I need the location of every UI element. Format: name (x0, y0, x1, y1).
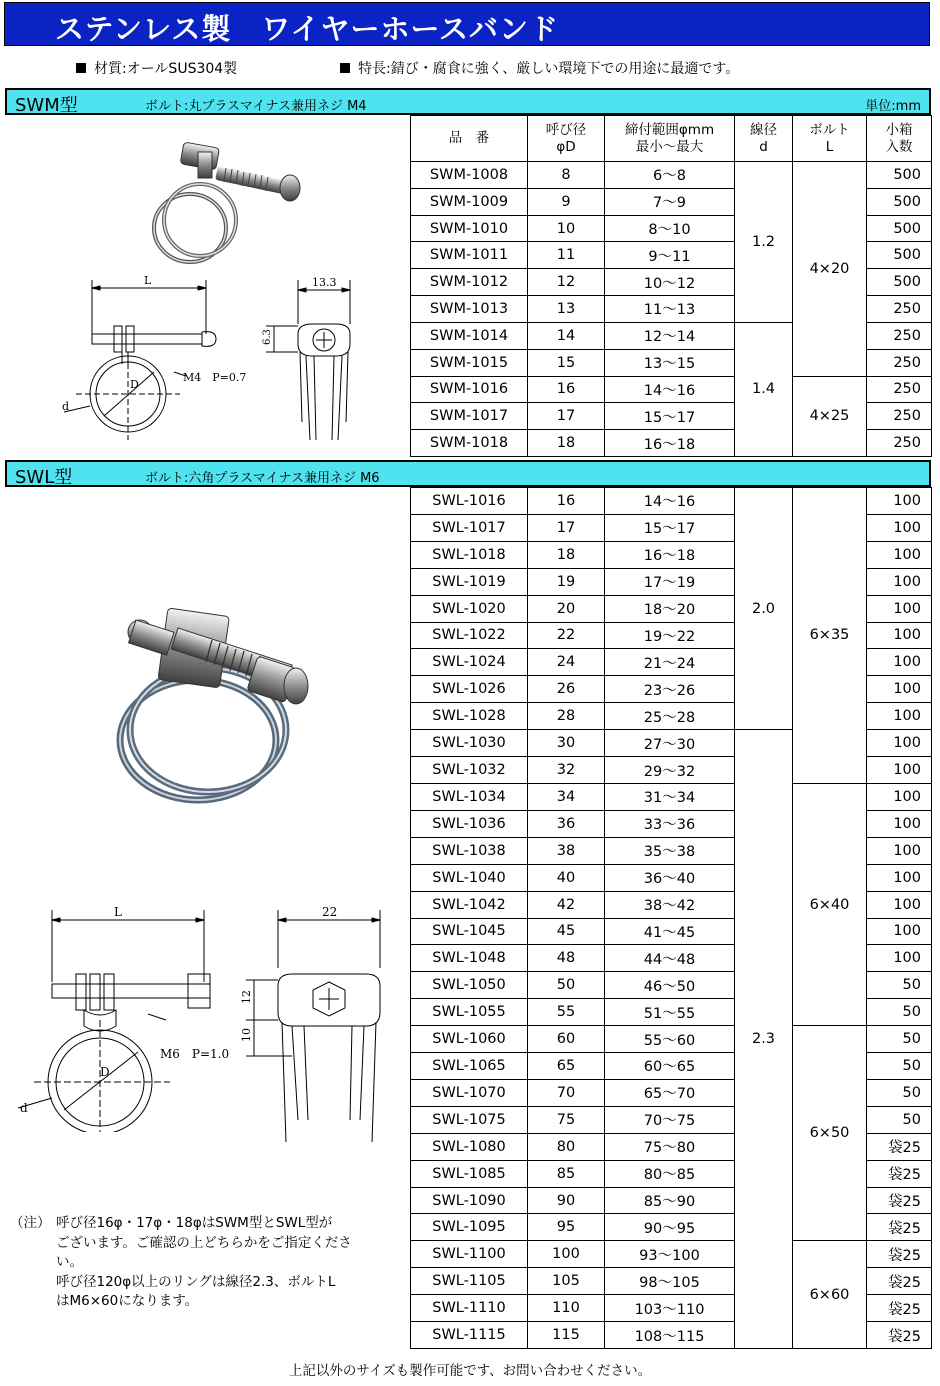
part-number-cell: SWL-1048 (411, 945, 528, 972)
box-quantity-cell: 袋25 (867, 1133, 932, 1160)
clamp-range-cell: 18～20 (605, 595, 735, 622)
clamp-range-cell: 15～17 (605, 514, 735, 541)
part-number-cell: SWL-1065 (411, 1053, 528, 1080)
square-bullet-icon (76, 63, 86, 73)
clamp-range-cell: 44～48 (605, 945, 735, 972)
nominal-diameter-cell: 50 (528, 972, 605, 999)
part-number-cell: SWL-1050 (411, 972, 528, 999)
box-quantity-cell: 100 (867, 568, 932, 595)
box-quantity-cell: 100 (867, 514, 932, 541)
box-quantity-cell: 100 (867, 703, 932, 730)
nominal-diameter-cell: 8 (528, 162, 605, 189)
clamp-range-cell: 10～12 (605, 269, 735, 296)
nominal-diameter-cell: 85 (528, 1160, 605, 1187)
clamp-range-cell: 13～15 (605, 349, 735, 376)
nominal-diameter-cell: 32 (528, 757, 605, 784)
box-quantity-cell: 100 (867, 757, 932, 784)
feature-spec (340, 58, 739, 78)
bolt-length-cell: 6×50 (793, 1026, 867, 1241)
box-quantity-cell: 袋25 (867, 1295, 932, 1322)
nominal-diameter-cell: 75 (528, 1106, 605, 1133)
bolt-length-cell: 6×40 (793, 783, 867, 1025)
table-header-row (411, 116, 932, 162)
part-number-cell: SWL-1085 (411, 1160, 528, 1187)
swm-product-photo (140, 128, 320, 278)
material-text: 材質:オールSUS304製 (94, 61, 238, 77)
box-quantity-cell: 500 (867, 188, 932, 215)
box-quantity-cell: 50 (867, 1106, 932, 1133)
part-number-cell: SWL-1038 (411, 837, 528, 864)
box-quantity-cell: 500 (867, 242, 932, 269)
nominal-diameter-cell: 30 (528, 730, 605, 757)
nominal-diameter-cell: 38 (528, 837, 605, 864)
nominal-diameter-cell: 12 (528, 269, 605, 296)
part-number-cell: SWL-1115 (411, 1322, 528, 1349)
dim-L-label: L (144, 274, 152, 287)
part-number-cell: SWM-1008 (411, 162, 528, 189)
clamp-range-cell: 93～100 (605, 1241, 735, 1268)
nominal-diameter-cell: 110 (528, 1295, 605, 1322)
part-number-cell: SWL-1028 (411, 703, 528, 730)
box-quantity-cell: 50 (867, 1053, 932, 1080)
table-row (411, 1026, 932, 1053)
nominal-diameter-cell: 40 (528, 864, 605, 891)
part-number-cell: SWM-1015 (411, 349, 528, 376)
box-quantity-cell: 100 (867, 945, 932, 972)
part-number-cell: SWL-1105 (411, 1268, 528, 1295)
box-quantity-cell: 100 (867, 595, 932, 622)
part-number-cell: SWM-1012 (411, 269, 528, 296)
clamp-range-cell: 14～16 (605, 488, 735, 515)
bolt-length-cell: 6×35 (793, 488, 867, 784)
dim-width-label: 13.3 (312, 276, 337, 289)
clamp-range-cell: 38～42 (605, 891, 735, 918)
clamp-range-cell: 6～8 (605, 162, 735, 189)
box-quantity-cell: 100 (867, 488, 932, 515)
clamp-range-cell: 15～17 (605, 403, 735, 430)
nominal-diameter-cell: 34 (528, 783, 605, 810)
part-number-cell: SWL-1070 (411, 1079, 528, 1106)
box-quantity-cell: 250 (867, 296, 932, 323)
part-number-cell: SWM-1018 (411, 430, 528, 457)
dim-D-label: D (100, 1065, 110, 1079)
part-number-cell: SWL-1040 (411, 864, 528, 891)
clamp-range-cell: 70～75 (605, 1106, 735, 1133)
part-number-cell: SWL-1045 (411, 918, 528, 945)
table-row (411, 376, 932, 403)
dim-d-label: d (62, 400, 70, 413)
part-number-cell: SWL-1080 (411, 1133, 528, 1160)
clamp-range-cell: 35～38 (605, 837, 735, 864)
clamp-range-cell: 16～18 (605, 541, 735, 568)
nominal-diameter-cell: 55 (528, 999, 605, 1026)
table-row (411, 488, 932, 515)
swm-bolt-spec: ボルト:丸プラスマイナス兼用ネジ M4 (145, 99, 367, 114)
part-number-cell: SWL-1032 (411, 757, 528, 784)
nominal-diameter-cell: 18 (528, 430, 605, 457)
nominal-diameter-cell: 45 (528, 918, 605, 945)
box-quantity-cell: 250 (867, 430, 932, 457)
part-number-cell: SWL-1022 (411, 622, 528, 649)
nominal-diameter-cell: 70 (528, 1079, 605, 1106)
clamp-range-cell: 7～9 (605, 188, 735, 215)
clamp-range-cell: 21～24 (605, 649, 735, 676)
swl-bolt-spec: ボルト:六角プラスマイナス兼用ネジ M6 (145, 471, 380, 486)
part-number-cell: SWL-1017 (411, 514, 528, 541)
part-number-cell: SWL-1100 (411, 1241, 528, 1268)
clamp-range-cell: 60～65 (605, 1053, 735, 1080)
nominal-diameter-cell: 13 (528, 296, 605, 323)
clamp-range-cell: 11～13 (605, 296, 735, 323)
clamp-range-cell: 103～110 (605, 1295, 735, 1322)
wire-diameter-cell: 1.2 (735, 162, 793, 323)
swl-table (410, 487, 932, 1349)
swl-section-bar (5, 460, 931, 487)
header-bolt: ボルト L (793, 116, 867, 162)
swl-product-photo (108, 590, 348, 820)
nominal-diameter-cell: 115 (528, 1322, 605, 1349)
nominal-diameter-cell: 100 (528, 1241, 605, 1268)
swm-side-drawing (252, 272, 362, 452)
box-quantity-cell: 100 (867, 783, 932, 810)
unit-label: 単位:mm (865, 99, 921, 114)
part-number-cell: SWL-1034 (411, 783, 528, 810)
bolt-length-cell: 4×20 (793, 162, 867, 377)
dim-L-label: L (114, 905, 122, 919)
nominal-diameter-cell: 17 (528, 403, 605, 430)
header-range: 締付範囲φmm 最小～最大 (605, 116, 735, 162)
part-number-cell: SWM-1014 (411, 322, 528, 349)
clamp-range-cell: 25～28 (605, 703, 735, 730)
part-number-cell: SWM-1013 (411, 296, 528, 323)
box-quantity-cell: 50 (867, 1026, 932, 1053)
box-quantity-cell: 100 (867, 864, 932, 891)
clamp-range-cell: 17～19 (605, 568, 735, 595)
nominal-diameter-cell: 28 (528, 703, 605, 730)
note-line: はM6×60になります。 (56, 1293, 199, 1309)
part-number-cell: SWM-1009 (411, 188, 528, 215)
part-number-cell: SWL-1110 (411, 1295, 528, 1322)
nominal-diameter-cell: 16 (528, 488, 605, 515)
box-quantity-cell: 100 (867, 837, 932, 864)
part-number-cell: SWL-1055 (411, 999, 528, 1026)
box-quantity-cell: 袋25 (867, 1160, 932, 1187)
nominal-diameter-cell: 80 (528, 1133, 605, 1160)
clamp-range-cell: 85～90 (605, 1187, 735, 1214)
header-nominal: 呼び径 φD (528, 116, 605, 162)
dim-D-label: D (130, 378, 139, 391)
nominal-diameter-cell: 42 (528, 891, 605, 918)
note-block (10, 1214, 400, 1312)
box-quantity-cell: 袋25 (867, 1214, 932, 1241)
part-number-cell: SWL-1016 (411, 488, 528, 515)
swm-table (410, 115, 932, 457)
dim-height2-label: 10 (240, 1028, 253, 1042)
box-quantity-cell: 50 (867, 999, 932, 1026)
box-quantity-cell: 500 (867, 162, 932, 189)
nominal-diameter-cell: 16 (528, 376, 605, 403)
header-wire: 線径 d (735, 116, 793, 162)
wire-diameter-cell: 2.0 (735, 488, 793, 730)
dim-d-label: d (20, 1101, 28, 1115)
nominal-diameter-cell: 24 (528, 649, 605, 676)
nominal-diameter-cell: 20 (528, 595, 605, 622)
clamp-range-cell: 14～16 (605, 376, 735, 403)
box-quantity-cell: 100 (867, 918, 932, 945)
header-box: 小箱 入数 (867, 116, 932, 162)
feature-text: 特長:錆び・腐食に強く、厳しい環境下での用途に最適です。 (358, 61, 740, 77)
wire-diameter-cell: 1.4 (735, 322, 793, 456)
clamp-range-cell: 9～11 (605, 242, 735, 269)
clamp-range-cell: 8～10 (605, 215, 735, 242)
note-line: ございます。ご確認の上どちらかをご指定くださ (56, 1234, 352, 1251)
box-quantity-cell: 袋25 (867, 1268, 932, 1295)
box-quantity-cell: 100 (867, 649, 932, 676)
clamp-range-cell: 12～14 (605, 322, 735, 349)
part-number-cell: SWL-1042 (411, 891, 528, 918)
box-quantity-cell: 250 (867, 349, 932, 376)
clamp-range-cell: 33～36 (605, 810, 735, 837)
table-row (411, 1241, 932, 1268)
clamp-range-cell: 27～30 (605, 730, 735, 757)
nominal-diameter-cell: 14 (528, 322, 605, 349)
box-quantity-cell: 250 (867, 376, 932, 403)
nominal-diameter-cell: 18 (528, 541, 605, 568)
clamp-range-cell: 31～34 (605, 783, 735, 810)
part-number-cell: SWL-1095 (411, 1214, 528, 1241)
square-bullet-icon (340, 63, 350, 73)
thread-label: M6 P=1.0 (160, 1047, 230, 1061)
clamp-range-cell: 41～45 (605, 918, 735, 945)
clamp-range-cell: 29～32 (605, 757, 735, 784)
page-title: ステンレス製 ワイヤーホースバンド (55, 12, 560, 46)
title-bar (4, 2, 930, 46)
clamp-range-cell: 19～22 (605, 622, 735, 649)
box-quantity-cell: 500 (867, 269, 932, 296)
box-quantity-cell: 袋25 (867, 1241, 932, 1268)
nominal-diameter-cell: 15 (528, 349, 605, 376)
part-number-cell: SWL-1060 (411, 1026, 528, 1053)
box-quantity-cell: 100 (867, 810, 932, 837)
dim-height1-label: 12 (240, 990, 253, 1004)
nominal-diameter-cell: 11 (528, 242, 605, 269)
clamp-range-cell: 80～85 (605, 1160, 735, 1187)
nominal-diameter-cell: 36 (528, 810, 605, 837)
nominal-diameter-cell: 105 (528, 1268, 605, 1295)
dim-height-label: 6.3 (262, 329, 273, 345)
thread-label: M4 P=0.7 (183, 371, 247, 384)
box-quantity-cell: 50 (867, 972, 932, 999)
note-line: 呼び径16φ・17φ・18φはSWM型とSWL型が (56, 1215, 333, 1231)
clamp-range-cell: 23～26 (605, 676, 735, 703)
part-number-cell: SWM-1011 (411, 242, 528, 269)
part-number-cell: SWL-1024 (411, 649, 528, 676)
swm-type-name: SWM型 (15, 95, 78, 116)
nominal-diameter-cell: 26 (528, 676, 605, 703)
part-number-cell: SWL-1020 (411, 595, 528, 622)
part-number-cell: SWL-1030 (411, 730, 528, 757)
nominal-diameter-cell: 95 (528, 1214, 605, 1241)
clamp-range-cell: 55～60 (605, 1026, 735, 1053)
wire-diameter-cell: 2.3 (735, 730, 793, 1349)
clamp-range-cell: 36～40 (605, 864, 735, 891)
box-quantity-cell: 100 (867, 541, 932, 568)
part-number-cell: SWL-1090 (411, 1187, 528, 1214)
table-row (411, 162, 932, 189)
nominal-diameter-cell: 90 (528, 1187, 605, 1214)
clamp-range-cell: 16～18 (605, 430, 735, 457)
box-quantity-cell: 袋25 (867, 1187, 932, 1214)
swl-front-drawing (14, 902, 250, 1132)
box-quantity-cell: 100 (867, 730, 932, 757)
nominal-diameter-cell: 60 (528, 1026, 605, 1053)
part-number-cell: SWL-1075 (411, 1106, 528, 1133)
footer-note: 上記以外のサイズも製作可能です、お問い合わせください。 (288, 1363, 652, 1379)
material-spec (76, 58, 237, 78)
nominal-diameter-cell: 17 (528, 514, 605, 541)
header-part-no: 品 番 (411, 116, 528, 162)
table-row (411, 783, 932, 810)
box-quantity-cell: 100 (867, 622, 932, 649)
box-quantity-cell: 500 (867, 215, 932, 242)
nominal-diameter-cell: 19 (528, 568, 605, 595)
bolt-length-cell: 6×60 (793, 1241, 867, 1349)
swl-side-drawing (232, 902, 392, 1152)
part-number-cell: SWL-1018 (411, 541, 528, 568)
box-quantity-cell: 250 (867, 322, 932, 349)
nominal-diameter-cell: 9 (528, 188, 605, 215)
note-prefix: （注） (10, 1215, 51, 1231)
clamp-range-cell: 51～55 (605, 999, 735, 1026)
note-line: い。 (56, 1254, 83, 1270)
clamp-range-cell: 75～80 (605, 1133, 735, 1160)
nominal-diameter-cell: 48 (528, 945, 605, 972)
clamp-range-cell: 98～105 (605, 1268, 735, 1295)
box-quantity-cell: 100 (867, 676, 932, 703)
nominal-diameter-cell: 22 (528, 622, 605, 649)
box-quantity-cell: 100 (867, 891, 932, 918)
dim-width-label: 22 (322, 905, 338, 919)
clamp-range-cell: 65～70 (605, 1079, 735, 1106)
bolt-length-cell: 4×25 (793, 376, 867, 456)
box-quantity-cell: 250 (867, 403, 932, 430)
clamp-range-cell: 46～50 (605, 972, 735, 999)
swm-front-drawing (56, 270, 266, 450)
clamp-range-cell: 90～95 (605, 1214, 735, 1241)
note-line: 呼び径120φ以上のリングは線径2.3、ボルトL (56, 1273, 336, 1290)
box-quantity-cell: 袋25 (867, 1322, 932, 1349)
box-quantity-cell: 50 (867, 1079, 932, 1106)
part-number-cell: SWM-1010 (411, 215, 528, 242)
clamp-range-cell: 108～115 (605, 1322, 735, 1349)
nominal-diameter-cell: 10 (528, 215, 605, 242)
swm-section-bar (5, 88, 931, 115)
part-number-cell: SWL-1026 (411, 676, 528, 703)
nominal-diameter-cell: 65 (528, 1053, 605, 1080)
swl-type-name: SWL型 (15, 467, 73, 488)
part-number-cell: SWM-1017 (411, 403, 528, 430)
part-number-cell: SWL-1036 (411, 810, 528, 837)
part-number-cell: SWM-1016 (411, 376, 528, 403)
part-number-cell: SWL-1019 (411, 568, 528, 595)
